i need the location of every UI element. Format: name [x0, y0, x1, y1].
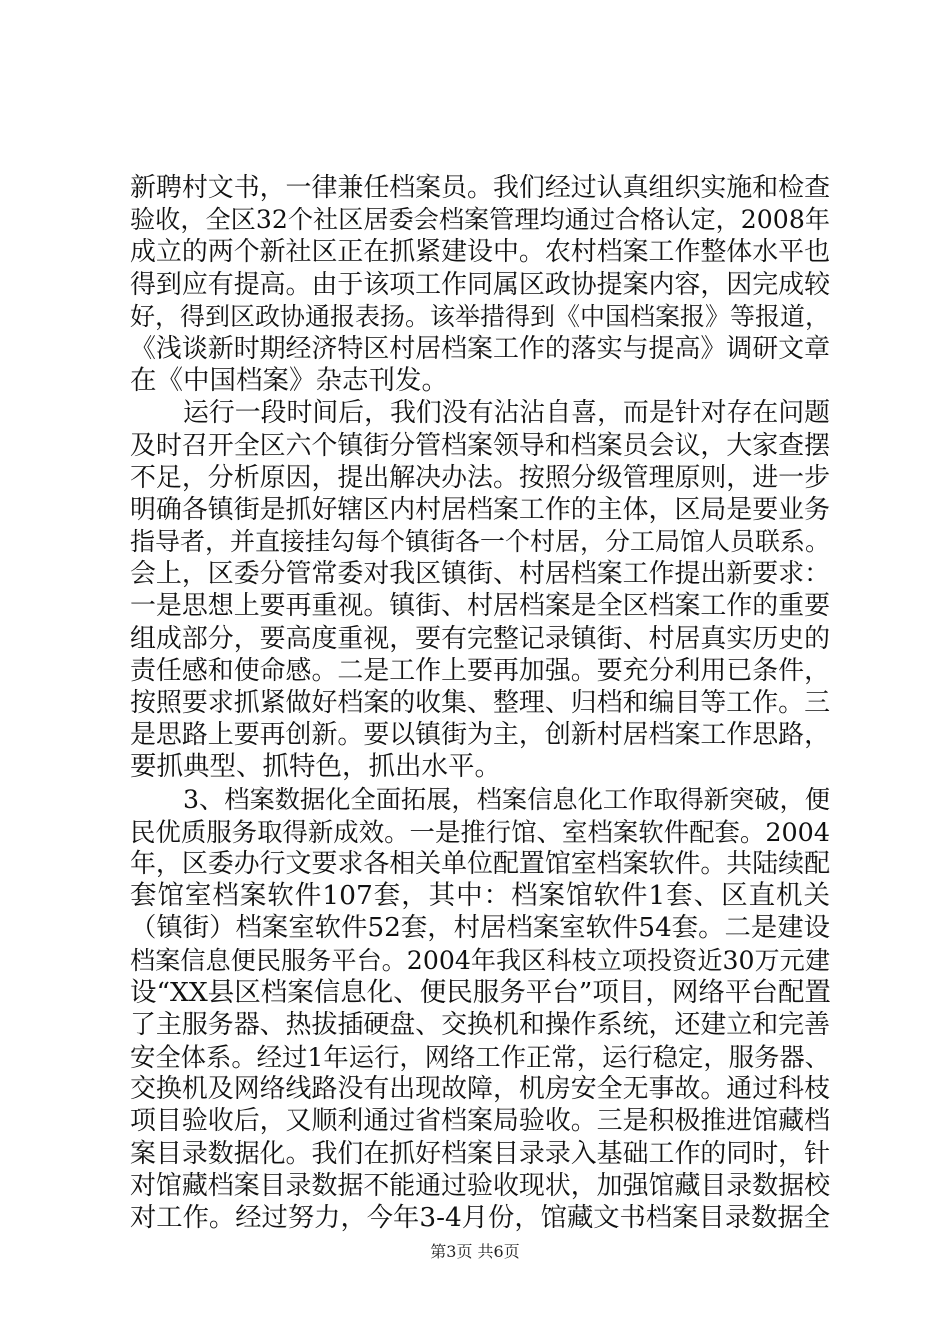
- text-line: 按照要求抓紧做好档案的收集、整理、归档和编目等工作。三: [130, 688, 830, 718]
- text-line: （镇街）档案室软件52套，村居档案室软件54套。二是建设: [130, 913, 830, 944]
- text-line: 了主服务器、热拔插硬盘、交换机和操作系统，还建立和完善: [130, 1009, 830, 1040]
- text-line: 档案信息便民服务平台。2004年我区科枝立项投资近30万元建: [130, 945, 830, 975]
- text-line: 案目录数据化。我们在抓好档案目录录入基础工作的同时，针: [130, 1138, 830, 1169]
- text-line: 要抓典型、抓特色，抓出水平。: [130, 751, 501, 783]
- text-line: 责任感和使命感。二是工作上要再加强。要充分利用已条件，: [130, 655, 830, 686]
- text-line: 成立的两个新社区正在抓紧建设中。农村档案工作整体水平也: [130, 237, 830, 268]
- text-line: 对馆藏档案目录数据不能通过验收现状，加强馆藏目录数据校: [130, 1170, 830, 1201]
- text-line: 年，区委办行文要求各相关单位配置馆室档案软件。共陆续配: [130, 848, 830, 879]
- text-line: 不足，分析原因，提出解决办法。按照分级管理原则，进一步: [130, 462, 830, 493]
- text-line: 会上，区委分管常委对我区镇街、村居档案工作提出新要求：: [130, 559, 830, 590]
- text-line: 好，得到区政协通报表扬。该举措得到《中国档案报》等报道，: [130, 301, 831, 331]
- page-footer: [0, 1242, 950, 1262]
- text-line: 对工作。经过努力，今年3-4月份，馆藏文书档案目录数据全: [130, 1203, 830, 1233]
- text-line: 新聘村文书，一律兼任档案员。我们经过认真组织实施和检查: [130, 173, 830, 203]
- text-line: 组成部分，要高度重视，要有完整记录镇街、村居真实历史的: [130, 623, 830, 654]
- text-line: 验收，全区32个社区居委会档案管理均通过合格认定，2008年: [130, 205, 830, 235]
- text-line: 安全体系。经过1年运行，网络工作正常，运行稳定，服务器、: [130, 1042, 830, 1073]
- text-line: 交换机及网络线路没有出现故障，机房安全无事故。通过科枝: [130, 1074, 830, 1105]
- text-line: 一是思想上要再重视。镇街、村居档案是全区档案工作的重要: [130, 591, 830, 622]
- text-line: 是思路上要再创新。要以镇街为主，创新村居档案工作思路，: [130, 720, 830, 751]
- text-line: 明确各镇街是抓好辖区内村居档案工作的主体，区局是要业务: [130, 494, 830, 525]
- text-line: 3、档案数据化全面拓展，档案信息化工作取得新突破，便: [183, 784, 830, 814]
- text-line: 得到应有提高。由于该项工作同属区政协提案内容，因完成较: [130, 269, 830, 300]
- page-number: 第3页 共6页: [430, 1242, 520, 1261]
- text-line: 项目验收后，又顺利通过省档案局验收。三是积极推进馆藏档: [130, 1106, 830, 1137]
- text-line: 《浅谈新时期经济特区村居档案工作的落实与提高》调研文章: [130, 333, 830, 364]
- text-line: 设“XX县区档案信息化、便民服务平台”项目，网络平台配置: [130, 976, 831, 1008]
- text-line: 及时召开全区六个镇街分管档案领导和档案员会议，大家查摆: [130, 430, 830, 461]
- text-line: 指导者，并直接挂勾每个镇街各一个村居，分工局馆人员联系。: [130, 527, 831, 557]
- text-line: 民优质服务取得新成效。一是推行馆、室档案软件配套。2004: [130, 816, 830, 847]
- document-body: [130, 172, 830, 1234]
- text-line: 在《中国档案》杂志刊发。: [130, 365, 448, 397]
- text-line: 套馆室档案软件107套，其中：档案馆软件1套、区直机关: [130, 880, 830, 912]
- text-line: 运行一段时间后，我们没有沾沾自喜，而是针对存在问题: [183, 398, 830, 429]
